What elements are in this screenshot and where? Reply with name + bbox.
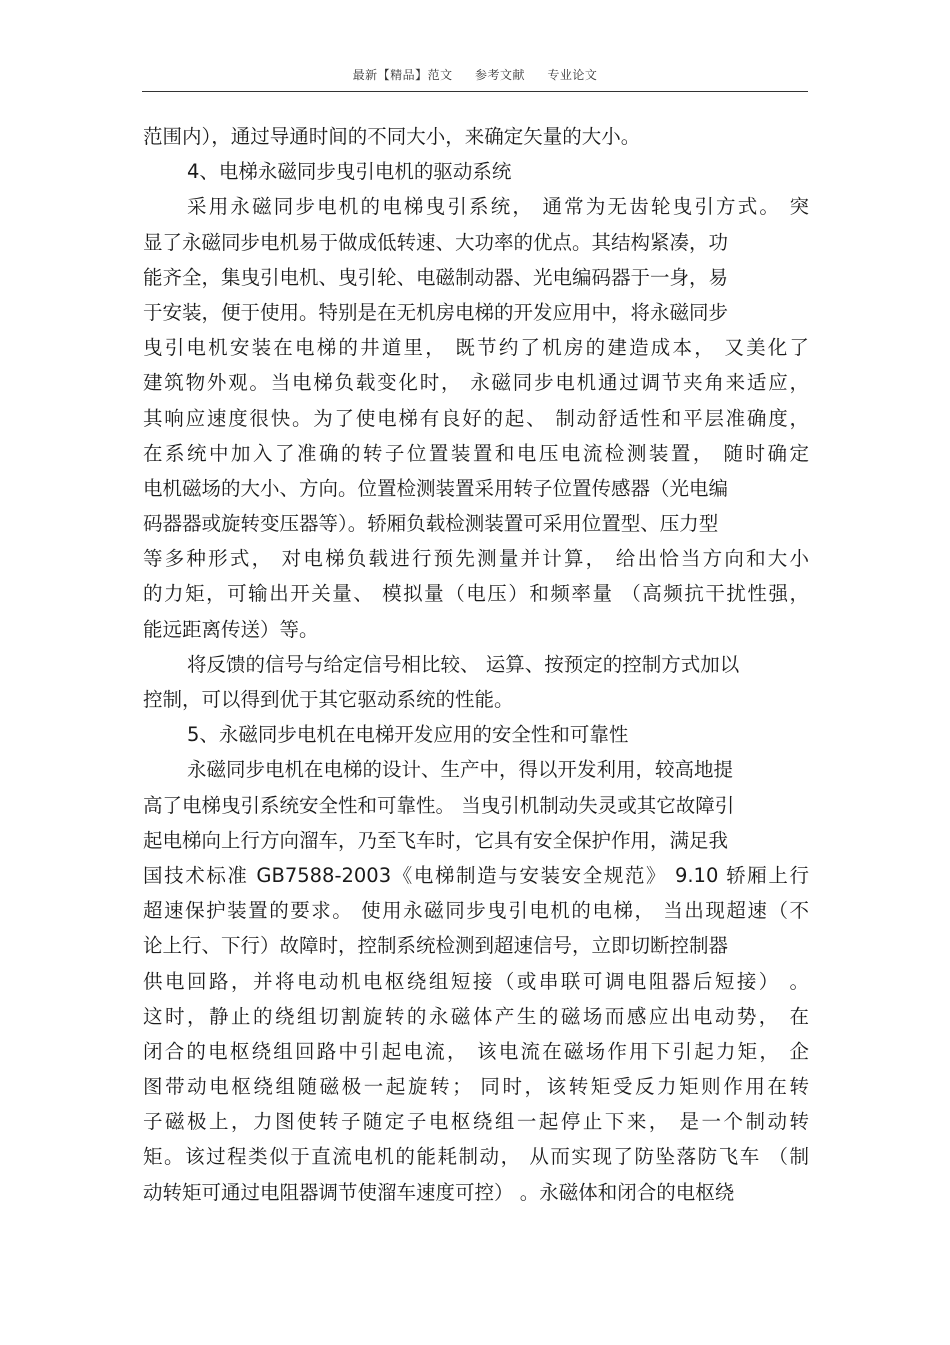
- text-line: 这时，静止的绕组切割旋转的永磁体产生的磁场而感应出电动势， 在: [143, 1004, 809, 1028]
- text-line: 控制，可以得到优于其它驱动系统的性能。: [143, 688, 514, 711]
- text-line: 矩。该过程类似于直流电机的能耗制动， 从而实现了防坠落防飞车 （制: [143, 1145, 809, 1169]
- page-header: [142, 66, 808, 83]
- text-line: 超速保护装置的要求。 使用永磁同步曳引电机的电梯， 当出现超速（不: [143, 899, 809, 923]
- text-line: 能齐全，集曳引电机、曳引轮、电磁制动器、光电编码器于一身，易: [143, 265, 729, 289]
- document-body: [143, 119, 809, 1210]
- text-line: 动转矩可通过电阻器调节使溜车速度可控） 。永磁体和闭合的电枢绕: [143, 1180, 735, 1204]
- text-line: 供电回路，并将电动机电枢绕组短接（或串联可调电阻器后短接） 。: [143, 969, 809, 993]
- text-line: 于安装，便于使用。特别是在无机房电梯的开发应用中，将永磁同步: [143, 300, 729, 324]
- text-line: 高了电梯曳引系统安全性和可靠性。 当曳引机制动失灵或其它故障引: [143, 793, 735, 817]
- text-line: 电机磁场的大小、方向。位置检测装置采用转子位置传感器（光电编: [143, 476, 729, 500]
- text-line: 起电梯向上行方向溜车，乃至飞车时，它具有安全保护作用，满足我: [143, 828, 729, 852]
- text-line: 范围内），通过导通时间的不同大小，来确定矢量的大小。: [143, 125, 641, 148]
- text-line: 论上行、下行）故障时，控制系统检测到超速信号，立即切断控制器: [143, 934, 729, 958]
- text-line: 其响应速度很快。为了使电梯有良好的起、 制动舒适性和平层准确度，: [143, 406, 809, 430]
- header-item-lunwen: 专业论文: [547, 68, 598, 82]
- header-rule: [142, 91, 808, 92]
- text-line: 将反馈的信号与给定信号相比较、 运算、按预定的控制方式加以: [187, 652, 740, 676]
- text-line: 曳引电机安装在电梯的井道里， 既节约了机房的建造成本， 又美化了: [143, 336, 809, 360]
- header-item-fanwen: 最新【精品】范文: [352, 68, 453, 82]
- text-line: 能远距离传送）等。: [143, 617, 319, 641]
- text-line: 码器器或旋转变压器等）。轿厢负载检测装置可采用位置型、压力型: [143, 512, 719, 536]
- header-item-cankao: 参考文献: [474, 68, 525, 82]
- text-line: 的力矩，可输出开关量、 模拟量（电压）和频率量 （高频抗干扰性强，: [143, 582, 809, 606]
- text-line: 永磁同步电机在电梯的设计、生产中，得以开发利用，较高地提: [187, 758, 734, 782]
- text-line: 采用永磁同步电机的电梯曳引系统， 通常为无齿轮曳引方式。 突: [187, 195, 809, 219]
- text-line: 国技术标准 GB7588-2003《电梯制造与安装安全规范》 9.10 轿厢上行: [143, 863, 809, 887]
- text-line: 4、电梯永磁同步曳引电机的驱动系统: [187, 160, 512, 184]
- text-line: 建筑物外观。当电梯负载变化时， 永磁同步电机通过调节夹角来适应，: [143, 371, 809, 395]
- text-line: 在系统中加入了准确的转子位置装置和电压电流检测装置， 随时确定: [143, 441, 809, 465]
- text-line: 显了永磁同步电机易于做成低转速、大功率的优点。其结构紧凑，功: [143, 230, 729, 254]
- text-line: 图带动电枢绕组随磁极一起旋转； 同时，该转矩受反力矩则作用在转: [143, 1075, 809, 1099]
- text-line: 子磁极上，力图使转子随定子电枢绕组一起停止下来， 是一个制动转: [143, 1110, 809, 1134]
- text-line: 5、永磁同步电机在电梯开发应用的安全性和可靠性: [187, 723, 629, 747]
- text-line: 等多种形式， 对电梯负载进行预先测量并计算， 给出恰当方向和大小: [143, 547, 809, 571]
- text-line: 闭合的电枢绕组回路中引起电流， 该电流在磁场作用下引起力矩， 企: [143, 1039, 809, 1063]
